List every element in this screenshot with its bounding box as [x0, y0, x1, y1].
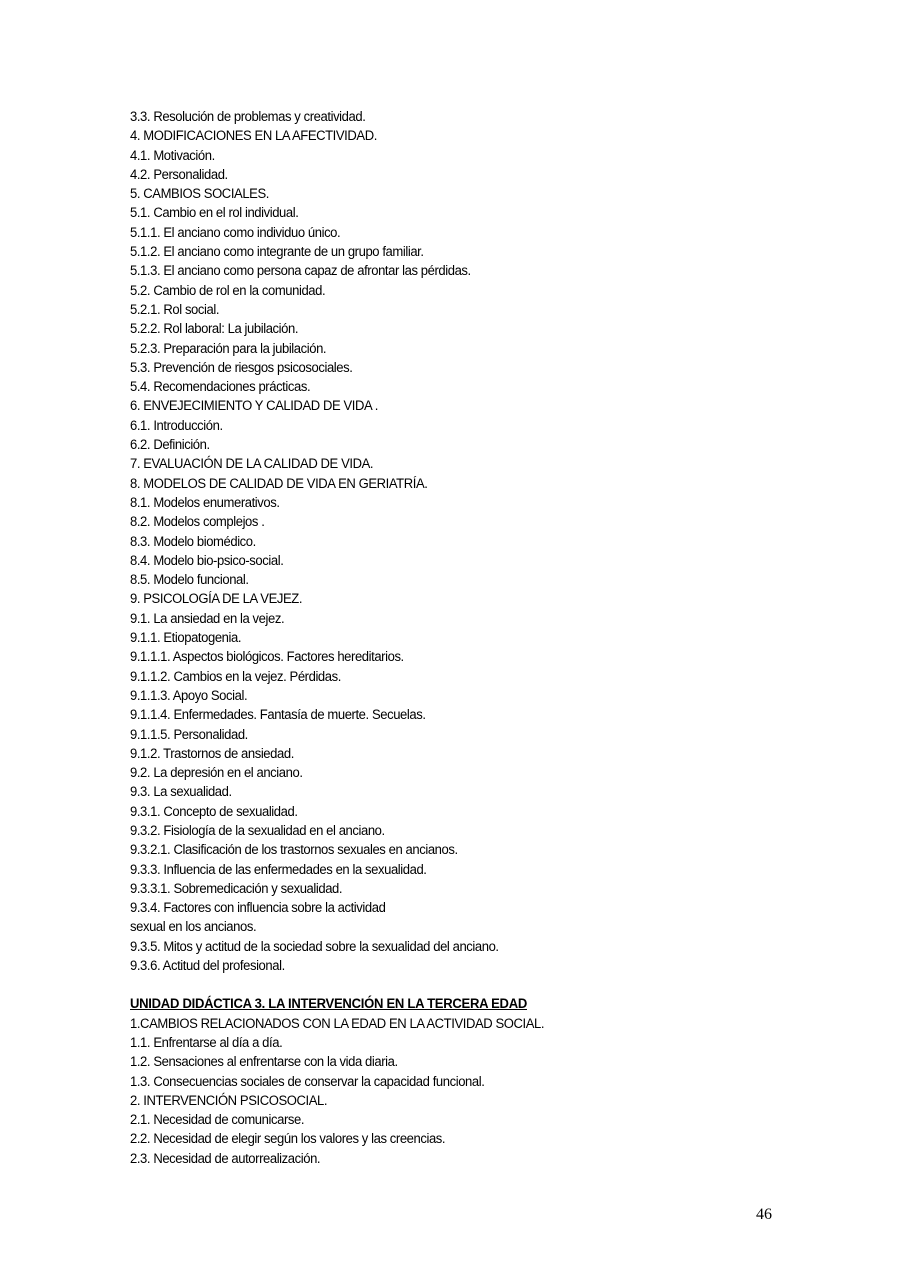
- toc-line: 9.3. La sexualidad.: [130, 784, 232, 801]
- toc-line: 9.1. La ansiedad en la vejez.: [130, 610, 285, 627]
- toc-line: 1.3. Consecuencias sociales de conservar la capacidad funcional.: [130, 1073, 485, 1090]
- toc-line: 5.2.1. Rol social.: [130, 301, 220, 318]
- toc-line: 4.1. Motivación.: [130, 147, 215, 164]
- page-number: 46: [756, 1206, 772, 1223]
- toc-line: 1.2. Sensaciones al enfrentarse con la vida diaria.: [130, 1054, 398, 1071]
- toc-line: 9.1.1. Etiopatogenia.: [130, 630, 242, 647]
- toc-line: 9.3.2. Fisiología de la sexualidad en el anciano.: [130, 822, 385, 839]
- toc-line: 9.3.2.1. Clasificación de los trastornos sexuales en ancianos.: [130, 842, 458, 859]
- toc-line: 5.1.3. El anciano como persona capaz de afrontar las pérdidas.: [130, 263, 471, 280]
- toc-line: 9.1.2. Trastornos de ansiedad.: [130, 745, 294, 762]
- unit-3-heading: UNIDAD DIDÁCTICA 3. LA INTERVENCIÓN EN LA TERCERA EDAD: [130, 996, 527, 1013]
- toc-line: 5.4. Recomendaciones prácticas.: [130, 379, 311, 396]
- toc-line: 2. INTERVENCIÓN PSICOSOCIAL.: [130, 1092, 328, 1109]
- toc-line: 1.1. Enfrentarse al día a día.: [130, 1034, 283, 1051]
- toc-line: 9.1.1.4. Enfermedades. Fantasía de muerte. Secuelas.: [130, 707, 426, 724]
- toc-line: 5. CAMBIOS SOCIALES.: [130, 186, 269, 203]
- toc-line: 7. EVALUACIÓN DE LA CALIDAD DE VIDA.: [130, 456, 374, 473]
- toc-unit-3: [130, 995, 810, 1169]
- toc-line: 9.3.3. Influencia de las enfermedades en la sexualidad.: [130, 861, 427, 878]
- toc-line: 9.1.1.1. Aspectos biológicos. Factores hereditarios.: [130, 649, 404, 666]
- toc-line: 4. MODIFICACIONES EN LA AFECTIVIDAD.: [130, 128, 377, 145]
- toc-line: 9.1.1.5. Personalidad.: [130, 726, 248, 743]
- toc-line: 5.1. Cambio en el rol individual.: [130, 205, 299, 222]
- toc-line: 9. PSICOLOGÍA DE LA VEJEZ.: [130, 591, 303, 608]
- toc-line: 4.2. Personalidad.: [130, 166, 228, 183]
- toc-line: 5.2.3. Preparación para la jubilación.: [130, 340, 327, 357]
- toc-line: 9.3.4. Factores con influencia sobre la actividad: [130, 900, 386, 917]
- toc-line: 6.1. Introducción.: [130, 417, 223, 434]
- toc-line: 8.3. Modelo biomédico.: [130, 533, 256, 550]
- toc-line: 9.2. La depresión en el anciano.: [130, 765, 303, 782]
- toc-line: 5.2.2. Rol laboral: La jubilación.: [130, 321, 299, 338]
- toc-line: 2.2. Necesidad de elegir según los valores y las creencias.: [130, 1131, 446, 1148]
- section-spacer: [130, 976, 810, 995]
- toc-line: 8.5. Modelo funcional.: [130, 572, 249, 589]
- toc-line: 5.1.2. El anciano como integrante de un grupo familiar.: [130, 244, 424, 261]
- toc-line: 8.1. Modelos enumerativos.: [130, 494, 280, 511]
- toc-line: 9.3.5. Mitos y actitud de la sociedad sobre la sexualidad del anciano.: [130, 938, 499, 955]
- toc-line: 3.3. Resolución de problemas y creatividad.: [130, 109, 366, 125]
- toc-line: 9.3.1. Concepto de sexualidad.: [130, 803, 298, 820]
- toc-line: 9.3.3.1. Sobremedicación y sexualidad.: [130, 880, 343, 897]
- toc-line: 8.4. Modelo bio-psico-social.: [130, 552, 284, 569]
- toc-line: 5.3. Prevención de riesgos psicosociales.: [130, 359, 353, 376]
- toc-line: 6.2. Definición.: [130, 437, 210, 454]
- toc-line: 8.2. Modelos complejos .: [130, 514, 265, 531]
- table-of-contents: [130, 108, 810, 1169]
- toc-line: 5.2. Cambio de rol en la comunidad.: [130, 282, 326, 299]
- toc-line: 9.1.1.2. Cambios en la vejez. Pérdidas.: [130, 668, 341, 685]
- toc-line: 2.1. Necesidad de comunicarse.: [130, 1112, 305, 1129]
- toc-line: 5.1.1. El anciano como individuo único.: [130, 224, 341, 241]
- toc-line: sexual en los ancianos.: [130, 919, 257, 936]
- toc-line: 6. ENVEJECIMIENTO Y CALIDAD DE VIDA .: [130, 398, 378, 415]
- toc-line: 8. MODELOS DE CALIDAD DE VIDA EN GERIATRÍA.: [130, 475, 428, 492]
- toc-section-continued: [130, 108, 810, 976]
- toc-line: 2.3. Necesidad de autorrealización.: [130, 1150, 321, 1167]
- toc-line: 9.1.1.3. Apoyo Social.: [130, 687, 248, 704]
- toc-line: 1.CAMBIOS RELACIONADOS CON LA EDAD EN LA ACTIVIDAD SOCIAL.: [130, 1015, 545, 1032]
- toc-line: 9.3.6. Actitud del profesional.: [130, 958, 285, 975]
